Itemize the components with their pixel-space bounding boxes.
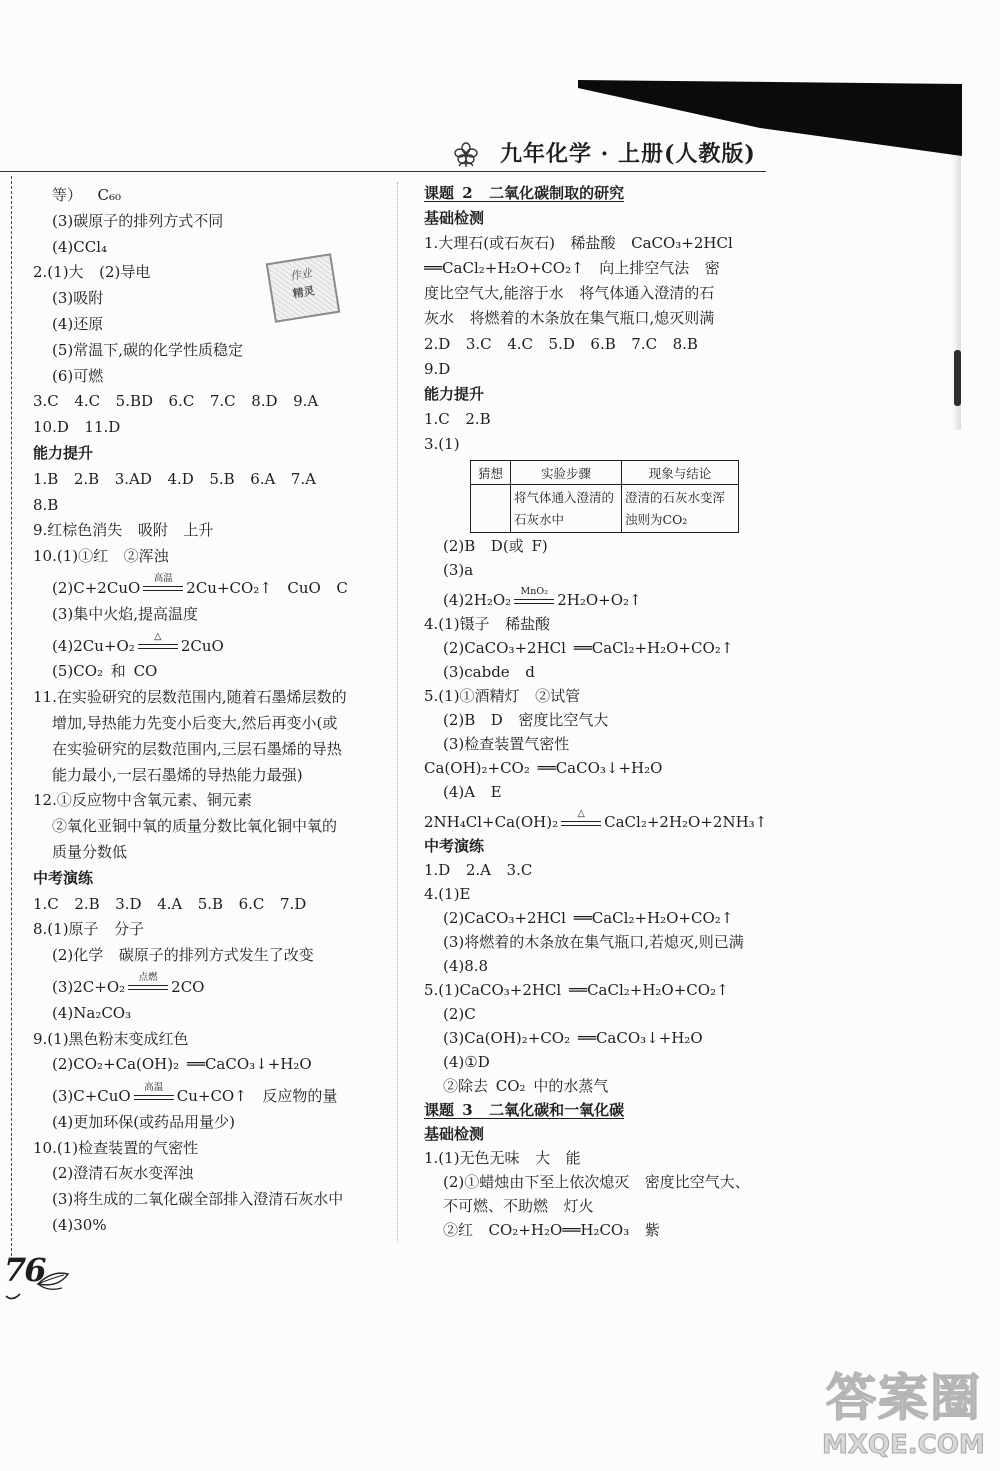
answer-line: 能力最小,一层石墨烯的导热能力最强) <box>52 765 303 784</box>
table-cell: 澄清的石灰水变浑浊则为CO₂ <box>622 485 739 533</box>
flower-icon <box>452 140 480 168</box>
answer-line: (2)CaCO₃+2HCl ══CaCl₂+H₂O+CO₂↑ <box>443 909 734 927</box>
answer-line: (3)将生成的二氧化碳全部排入澄清石灰水中 <box>52 1190 344 1209</box>
answer-line: 8.B <box>33 495 59 514</box>
reaction-condition-label: △ <box>154 631 162 643</box>
book-title: 九年化学 · 上册(人教版) <box>500 141 756 167</box>
reaction-condition <box>138 631 178 649</box>
reaction-condition-label: 高温 <box>144 1081 164 1093</box>
table-header-cell: 猜想 <box>471 461 511 485</box>
section-heading: 中考演练 <box>33 868 94 887</box>
answer-line: 3.C 4.C 5.BD 6.C 7.C 8.D 9.A <box>33 392 319 411</box>
answer-line: 等） C₆₀ <box>52 186 122 204</box>
answer-line: (4)更加环保(或药品用量少) <box>52 1112 235 1131</box>
equation-products: 2H₂O+O₂↑ <box>557 591 642 609</box>
table-header-row <box>471 461 739 485</box>
answer-line: ②除去 CO₂ 中的水蒸气 <box>443 1077 609 1095</box>
answer-line: 4.(1)镊子 稀盐酸 <box>424 615 551 633</box>
answer-line: 4.(1)E <box>424 885 471 903</box>
equation-reactants: (2)C+2CuO <box>52 578 141 597</box>
answer-line: 质量分数低 <box>52 842 128 861</box>
answer-line: (2)B D(或 F) <box>443 537 548 555</box>
equation-line <box>33 628 385 660</box>
answer-line: (3)Ca(OH)₂+CO₂ ══CaCO₃↓+H₂O <box>443 1029 703 1047</box>
reaction-condition-label: MnO₂ <box>520 585 548 597</box>
column-divider <box>397 182 398 1242</box>
header-rule <box>0 171 766 172</box>
table-cell: 将气体通入澄清的石灰水中 <box>511 485 622 533</box>
equation-line <box>33 1078 385 1110</box>
equation-products: 2CuO <box>180 636 224 655</box>
answer-line: 1.C 2.B 3.D 4.A 5.B 6.C 7.D <box>33 894 307 913</box>
answer-line: (2)①蜡烛由下至上依次熄灭 密度比空气大、 <box>443 1173 750 1191</box>
left-column <box>33 183 385 1239</box>
answer-line: (4)8.8 <box>443 957 489 975</box>
answer-line: (4)CCl₄ <box>52 237 108 256</box>
answer-line: (2)B D 密度比空气大 <box>443 711 609 729</box>
answer-line: (3)将燃着的木条放在集气瓶口,若熄灭,则已满 <box>443 933 744 951</box>
equation-products: 2Cu+CO₂↑ CuO C <box>186 578 348 597</box>
answer-line: 不可燃、不助燃 灯火 <box>443 1197 594 1215</box>
topic-title: 课题 2 二氧化碳制取的研究 <box>424 184 625 202</box>
right-column-bottom <box>424 534 786 1242</box>
answer-line: 10.D 11.D <box>33 418 121 437</box>
answer-line: (3)吸附 <box>52 289 104 308</box>
table-header-cell: 实验步骤 <box>511 461 622 485</box>
answer-line: (6)可燃 <box>52 366 104 385</box>
equation-line <box>33 570 385 602</box>
page-number: 76 <box>4 1251 45 1289</box>
answer-line: 2.(1)大 (2)导电 <box>33 263 151 282</box>
answer-line: (3)碳原子的排列方式不同 <box>52 211 224 230</box>
answer-line: 5.(1)①酒精灯 ②试管 <box>424 687 581 705</box>
reaction-condition <box>128 972 168 990</box>
answer-line: 9.(1)黑色粉末变成红色 <box>33 1029 189 1048</box>
table-header-cell: 现象与结论 <box>622 461 739 485</box>
right-column-top <box>424 181 786 457</box>
section-heading: 能力提升 <box>424 384 485 403</box>
scan-mark <box>954 350 961 406</box>
table-cell <box>471 485 511 533</box>
answer-line: 1.D 2.A 3.C <box>424 861 533 879</box>
answer-line: ②氧化亚铜中氧的质量分数比氧化铜中氧的 <box>52 817 338 836</box>
reaction-condition-label: 点燃 <box>138 972 158 984</box>
answer-line: (4)Na₂CO₃ <box>52 1003 132 1022</box>
answer-line: (5)CO₂ 和 CO <box>52 662 158 681</box>
answer-line: (4)30% <box>52 1216 107 1235</box>
answer-line: 2.D 3.C 4.C 5.D 6.B 7.C 8.B <box>424 334 698 353</box>
reaction-condition <box>134 1081 174 1100</box>
stamp-text: 精灵 <box>291 284 316 301</box>
left-border-rule <box>11 176 12 1256</box>
stamp <box>266 253 341 323</box>
watermark-logo: 答案圈 <box>826 1368 982 1427</box>
answer-line: (2)澄清石灰水变浑浊 <box>52 1164 194 1183</box>
answer-line: 灰水 将燃着的木条放在集气瓶口,熄灭则满 <box>424 309 715 328</box>
equation-reactants: (4)2H₂O₂ <box>443 591 512 609</box>
answer-line: (4)①D <box>443 1053 490 1071</box>
answer-line: 9.D <box>424 359 451 378</box>
answer-line: 10.(1)检查装置的气密性 <box>33 1138 199 1157</box>
answer-line: 度比空气大,能溶于水 将气体通入澄清的石 <box>424 284 715 303</box>
answer-line: Ca(OH)₂+CO₂ ══CaCO₃↓+H₂O <box>424 759 663 777</box>
answer-line: 10.(1)①红 ②浑浊 <box>33 547 169 566</box>
watermark-site: MXQE.COM <box>822 1430 985 1460</box>
equation-reactants: (3)C+CuO <box>52 1087 131 1106</box>
equation-products: CaCl₂+2H₂O+2NH₃↑ <box>604 813 768 831</box>
answer-line: (4)还原 <box>52 314 104 333</box>
equation-line <box>33 969 385 1001</box>
equation-line <box>424 582 786 612</box>
answer-line: (3)a <box>443 561 474 579</box>
answer-line: 在实验研究的层数范围内,三层石墨烯的导热 <box>52 739 342 758</box>
answer-line: (2)CO₂+Ca(OH)₂ ══CaCO₃↓+H₂O <box>52 1055 312 1074</box>
answer-line: 12.①反应物中含氧元素、铜元素 <box>33 791 252 810</box>
experiment-table <box>470 460 739 533</box>
stamp-text: 作业 <box>289 266 313 283</box>
answer-line: (4)A E <box>443 783 502 801</box>
section-heading: 基础检测 <box>424 1125 485 1143</box>
table-row <box>471 485 739 533</box>
reaction-condition-label: △ <box>577 807 585 819</box>
equation-reactants: 2NH₄Cl+Ca(OH)₂ <box>424 813 559 831</box>
equation-products: Cu+CO↑ 反应物的量 <box>176 1087 338 1106</box>
answer-line: (3)cabde d <box>443 663 535 681</box>
answer-line: 增加,导热能力先变小后变大,然后再变小(或 <box>52 713 338 732</box>
answer-line: (2)C <box>443 1005 476 1023</box>
reaction-condition-label: 高温 <box>153 573 173 585</box>
answer-line: 1.C 2.B <box>424 409 491 428</box>
reaction-condition <box>514 585 554 604</box>
reaction-condition <box>143 573 183 591</box>
answer-line: (2)CaCO₃+2HCl ══CaCl₂+H₂O+CO₂↑ <box>443 639 734 657</box>
answer-line: 9.红棕色消失 吸附 上升 <box>33 521 214 540</box>
answer-line: ══CaCl₂+H₂O+CO₂↑ 向上排空气法 密 <box>424 259 720 278</box>
answer-line: 1.(1)无色无味 大 能 <box>424 1149 581 1167</box>
answer-line: 11.在实验研究的层数范围内,随着石墨烯层数的 <box>33 688 347 707</box>
equation-reactants: (3)2C+O₂ <box>52 977 126 996</box>
equation-line <box>424 804 786 834</box>
topic-title: 课题 3 二氧化碳和一氧化碳 <box>424 1101 625 1119</box>
answer-line: ②红 CO₂+H₂O══H₂CO₃ 紫 <box>443 1221 660 1239</box>
section-heading: 中考演练 <box>424 837 485 855</box>
section-heading: 基础检测 <box>424 209 485 228</box>
answer-line: 5.(1)CaCO₃+2HCl ══CaCl₂+H₂O+CO₂↑ <box>424 981 729 999</box>
equation-reactants: (4)2Cu+O₂ <box>52 636 135 655</box>
answer-line: (2)化学 碳原子的排列方式发生了改变 <box>52 946 314 965</box>
answer-line: (5)常温下,碳的化学性质稳定 <box>52 340 244 359</box>
equation-products: 2CO <box>171 977 205 996</box>
answer-line: 3.(1) <box>424 434 460 453</box>
answer-line: 8.(1)原子 分子 <box>33 920 145 939</box>
answer-line: (3)集中火焰,提高温度 <box>52 604 199 623</box>
answer-line: 1.大理石(或石灰石) 稀盐酸 CaCO₃+2HCl <box>424 234 733 253</box>
reaction-condition <box>561 807 601 826</box>
section-heading: 能力提升 <box>33 443 94 462</box>
answer-line: (3)检查装置气密性 <box>443 735 570 753</box>
answer-line: 1.B 2.B 3.AD 4.D 5.B 6.A 7.A <box>33 469 317 488</box>
